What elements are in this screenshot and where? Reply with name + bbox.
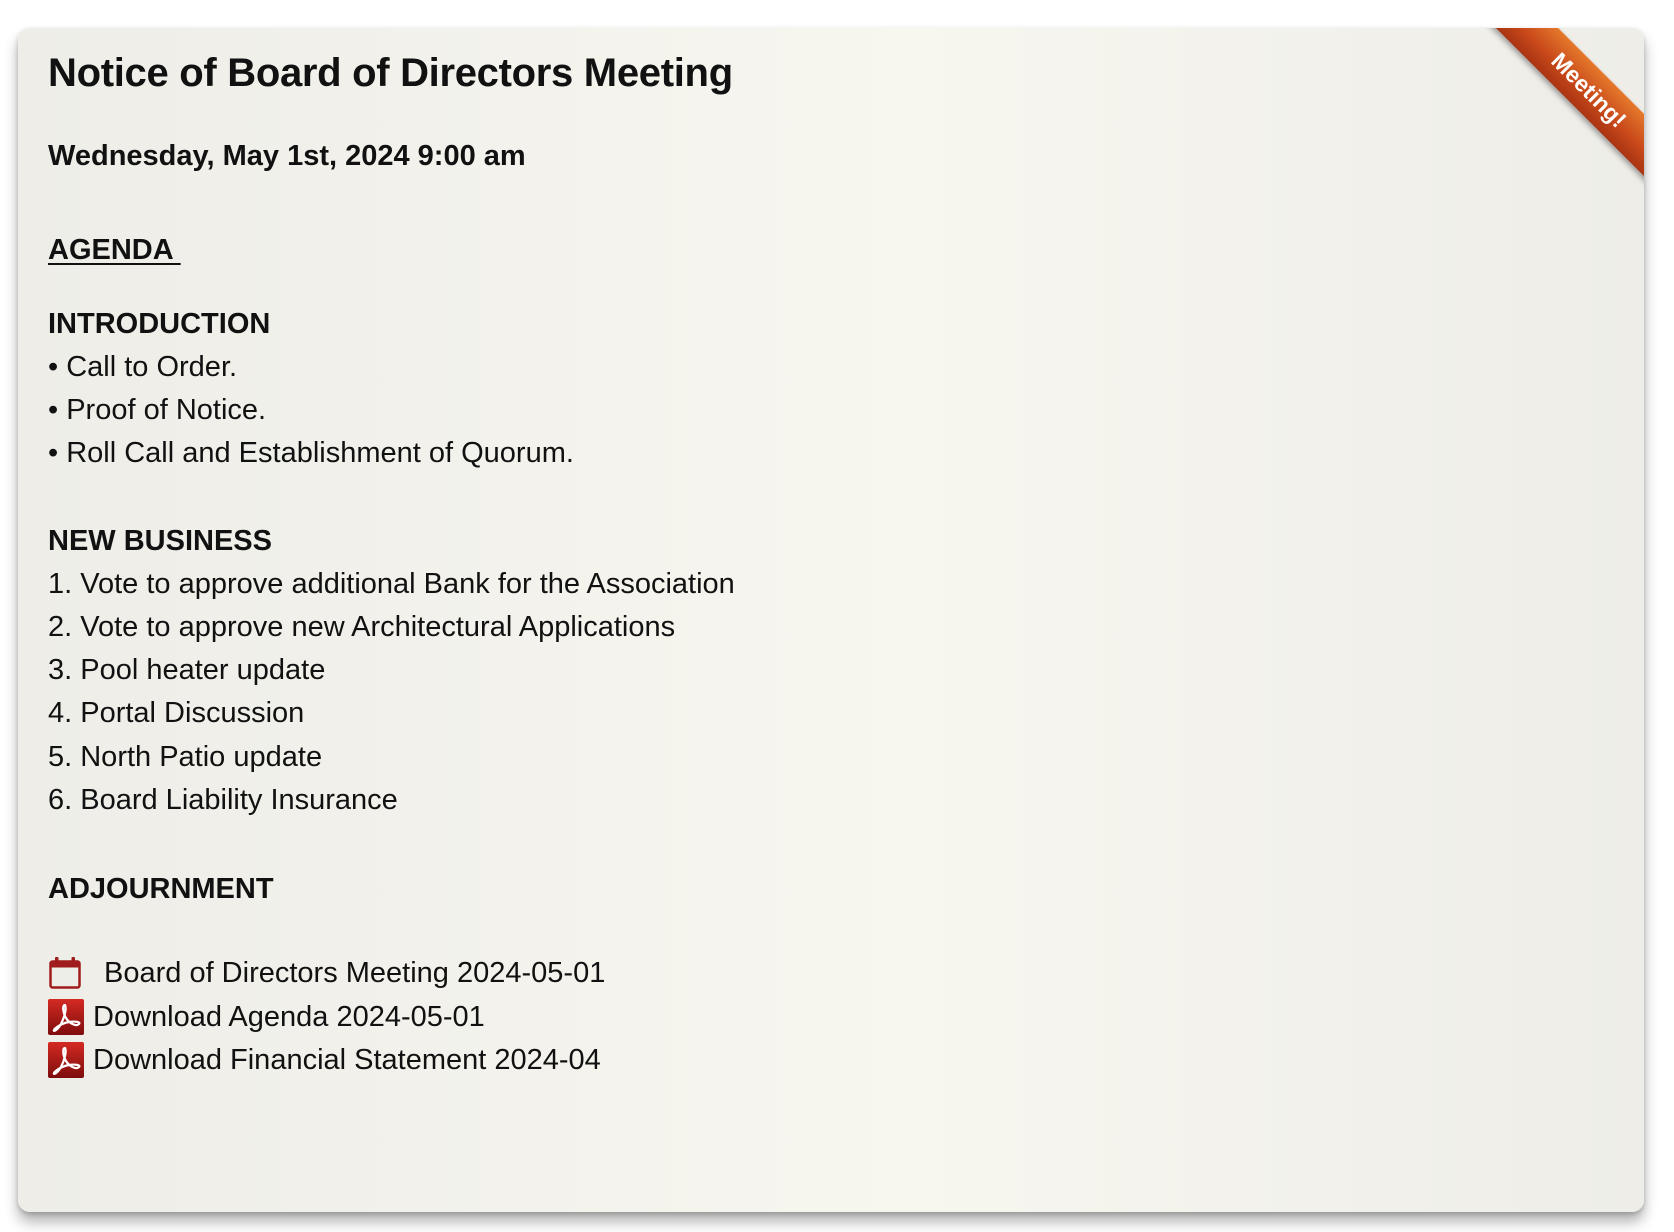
new-business-item: 2. Vote to approve new Architectural Applications	[48, 611, 676, 643]
introduction-item: • Roll Call and Establishment of Quorum.	[48, 437, 574, 469]
agenda-heading: AGENDA	[48, 234, 181, 266]
new-business-heading: NEW BUSINESS	[48, 525, 272, 557]
adjournment-heading: ADJOURNMENT	[48, 873, 274, 905]
introduction-heading: INTRODUCTION	[48, 308, 271, 340]
new-business-item: 5. North Patio update	[48, 741, 323, 773]
download-financial-statement-label: Download Financial Statement 2024-04	[93, 1043, 601, 1076]
corner-ribbon	[1474, 28, 1644, 198]
introduction-item: • Call to Order.	[48, 351, 238, 383]
meeting-notice-card	[18, 28, 1644, 1212]
pdf-icon	[48, 1042, 84, 1078]
new-business-item: 3. Pool heater update	[48, 654, 326, 686]
new-business-item: 4. Portal Discussion	[48, 697, 305, 729]
download-financial-statement-link[interactable]	[48, 1042, 601, 1078]
new-business-item: 1. Vote to approve additional Bank for the Association	[48, 568, 735, 600]
download-agenda-label: Download Agenda 2024-05-01	[93, 1000, 485, 1033]
calendar-event-label: Board of Directors Meeting 2024-05-01	[104, 956, 606, 989]
page-title: Notice of Board of Directors Meeting	[48, 51, 733, 95]
introduction-item: • Proof of Notice.	[48, 394, 267, 426]
new-business-item: 6. Board Liability Insurance	[48, 784, 398, 816]
calendar-event-link[interactable]	[48, 956, 605, 990]
pdf-icon	[48, 999, 84, 1035]
meeting-datetime: Wednesday, May 1st, 2024 9:00 am	[48, 140, 526, 172]
calendar-icon	[48, 956, 82, 990]
meeting-ribbon-label: Meeting!	[1482, 28, 1644, 197]
download-agenda-link[interactable]	[48, 999, 485, 1035]
